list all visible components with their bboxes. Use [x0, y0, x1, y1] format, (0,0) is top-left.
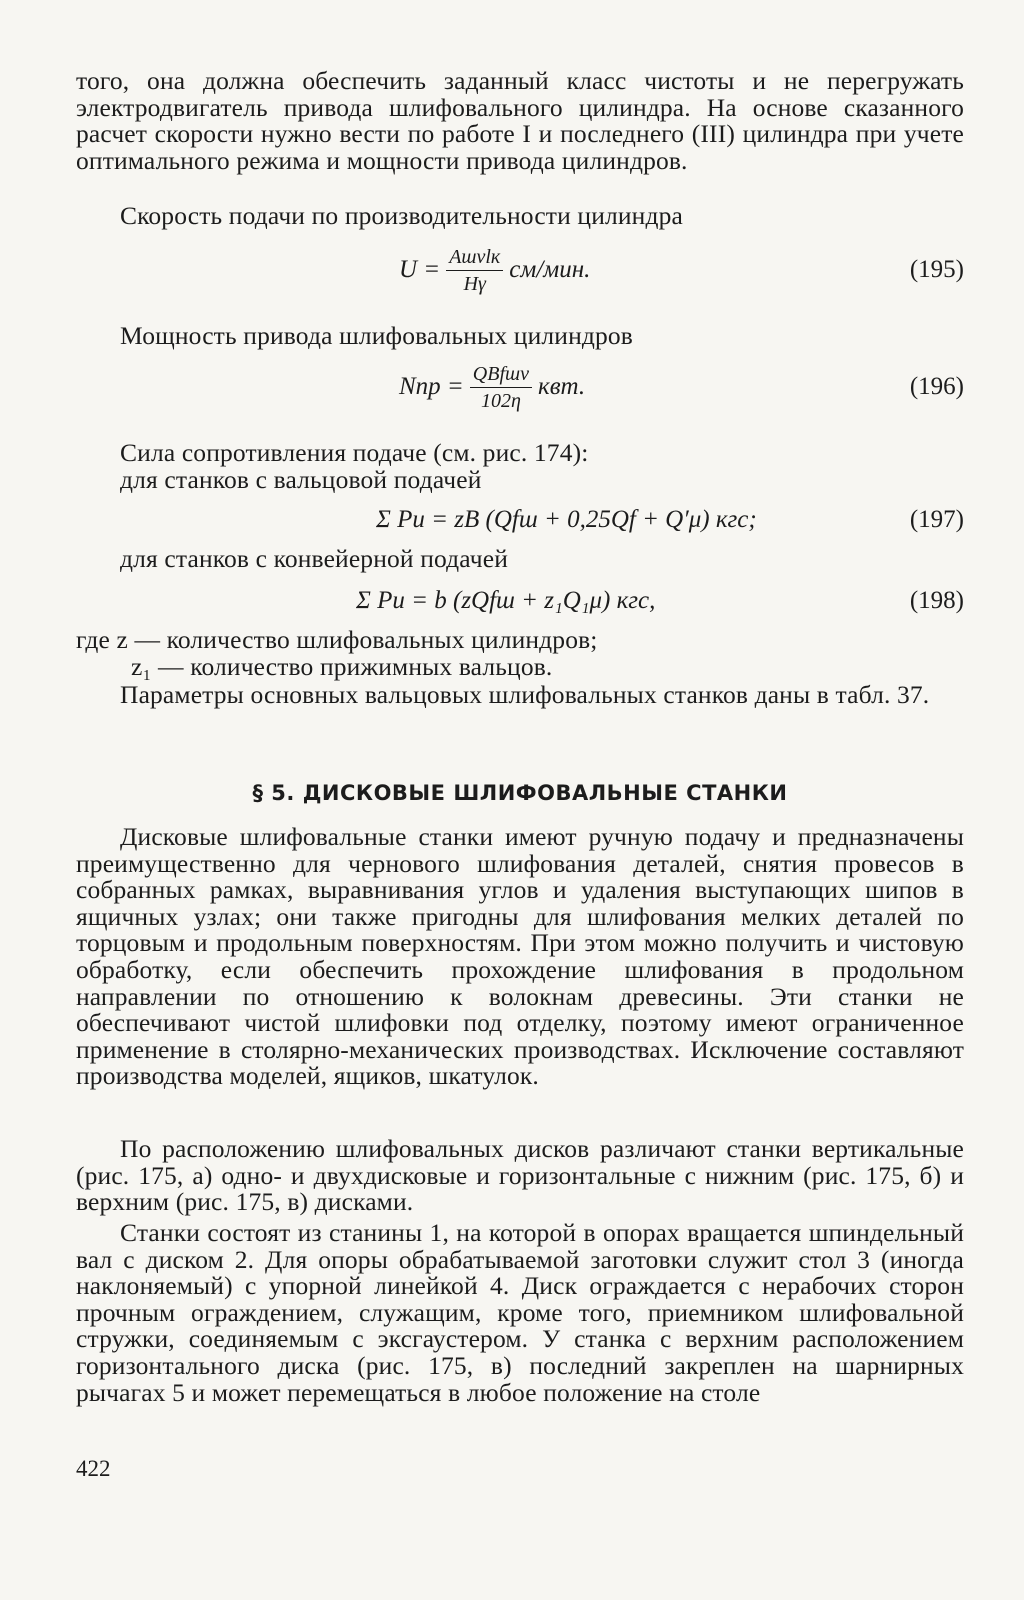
formula-197-number: (197) [909, 506, 964, 533]
formula-196-number: (196) [909, 373, 964, 400]
formula-196-numerator: QBfшv [470, 363, 532, 388]
formula-197-expression: Σ Pu = zB (Qfш + 0,25Qf + Q′μ) кгс; [376, 506, 757, 533]
formula-195-unit: см/мин. [509, 256, 591, 283]
paragraph-intro: того, она должна обеспечить заданный класс чистоты и не перегружать электродвигатель привода шлифовального цилиндра. На основе сказанного расчет скорости нужно вести по работе I и последнего (III) цилиндра при учете оптимального режима и мощности привода цилиндров. [76, 66, 964, 175]
formula-198-number: (198) [909, 587, 964, 614]
paragraph-disc-sanders: Дисковые шлифовальные станки имеют ручную подачу и предназначены преимущественно для чернового шлифования деталей, снятия провесов в собранных рамках, выравнивания углов и удаления выступающих шипов в ящичных узлах; они также пригодны для шлифования мелких деталей по торцовым и продольным поверхностям. При этом можно получить и чистовую обработку, если обеспечить прохождение шлифования в продольном направлении по отношению к волокнам древесины. Эти станки не обеспечивают чистой шлифовки под отделку, поэтому имеют ограниченное применение в столярно-механических производствах. Исключение составляют производства моделей, ящиков, шкатулок. [76, 822, 964, 1091]
where-line-1: где z — количество шлифовальных цилиндров; [76, 625, 598, 654]
paragraph-power: Мощность привода шлифовальных цилиндров [120, 321, 633, 350]
paragraph-disc-types: По расположению шлифовальных дисков различают станки вертикальные (рис. 175, а) одно- и двухдисковые и горизонтальные с нижним (рис. 175, б) и верхним (рис. 175, в) дисками. [76, 1134, 964, 1217]
paragraph-conveyor-feed: для станков с конвейерной подачей [120, 544, 508, 573]
formula-195-lhs: U = [399, 256, 441, 283]
formula-195-denominator: Hγ [463, 272, 486, 295]
paragraph-table-ref: Параметры основных вальцовых шлифовальных станков даны в табл. 37. [120, 680, 930, 709]
formula-196 [76, 357, 964, 417]
page-number: 422 [76, 1456, 111, 1481]
paragraph-feed-speed: Скорость подачи по производительности цилиндра [120, 201, 683, 230]
formula-196-unit: квт. [538, 373, 586, 400]
formula-197 [76, 505, 964, 535]
formula-198-expression: Σ Pu = b (zQfш + z₁Q₁μ) кгс, [356, 587, 656, 614]
formula-195-number: (195) [909, 256, 964, 283]
formula-196-lhs: Nпр = [399, 373, 464, 400]
section-heading: § 5. ДИСКОВЫЕ ШЛИФОВАЛЬНЫЕ СТАНКИ [252, 781, 788, 805]
formula-195-fraction [446, 246, 503, 295]
formula-195 [76, 240, 964, 300]
formula-195-numerator: Aшvlк [446, 246, 503, 271]
paragraph-resistance: Сила сопротивления подаче (см. рис. 174): [120, 438, 589, 467]
paragraph-machine-parts: Станки состоят из станины 1, на которой в опорах вращается шпиндельный вал с диском 2. Для опоры обрабатываемой заготовки служит стол 3 (иногда наклоняемый) с упорной линейкой 4. Диск ограждается с нерабочих сторон прочным ограждением, служащим, кроме того, приемником шлифовальной стружки, соединяемым с эксгаустером. У станка с верхним расположением горизонтального диска (рис. 175, в) последний закреплен на шарнирных рычагах 5 и может перемещаться в любое положение на столе [76, 1218, 964, 1407]
formula-198 [76, 586, 964, 616]
where-line-2: z₁ — количество прижимных вальцов. [131, 652, 553, 681]
formula-196-denominator: 102η [480, 389, 521, 412]
paragraph-roller-feed: для станков с вальцовой подачей [120, 465, 482, 494]
formula-196-fraction [470, 363, 532, 412]
